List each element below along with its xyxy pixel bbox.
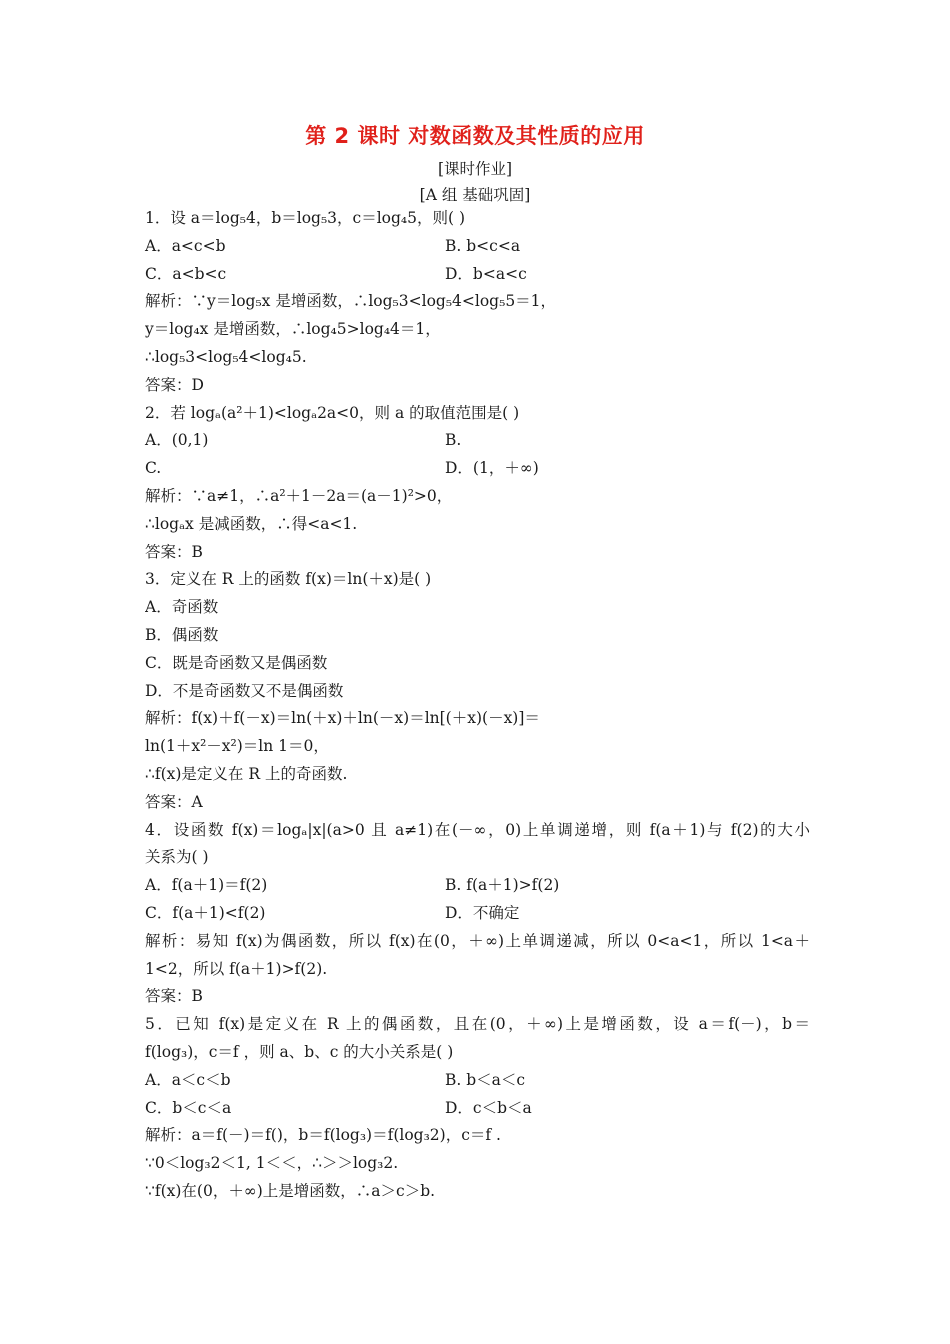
text-line: 答案：B bbox=[145, 542, 203, 561]
option-left: C．b＜c＜a bbox=[145, 1098, 232, 1117]
text-line: 答案：A bbox=[145, 792, 203, 811]
option-row bbox=[145, 900, 810, 928]
text-line: 5．已知 f(x)是定义在 R 上的偶函数，且在(0，＋∞)上是增函数，设 a＝f(－)，b＝ bbox=[145, 1015, 810, 1034]
option-row bbox=[145, 427, 810, 455]
option-left: A．a＜c＜b bbox=[145, 1070, 231, 1089]
text-line: ∴log₅3<log₅4<log₄5. bbox=[145, 347, 307, 366]
option-row bbox=[145, 872, 810, 900]
text-line: 1．设 a＝log₅4，b＝log₅3，c＝log₄5，则( ) bbox=[145, 209, 466, 227]
text-line: ln(1＋x²－x²)＝ln 1＝0， bbox=[145, 737, 329, 756]
option-right: D．c＜b＜a bbox=[445, 1098, 532, 1117]
option-right: B. f(a＋1)>f(2) bbox=[445, 876, 560, 895]
text-line: ∵f(x)在(0，＋∞)上是增函数，∴a＞c＞b. bbox=[145, 1181, 436, 1200]
text-line: 解析：易知 f(x)为偶函数，所以 f(x)在(0，＋∞)上单调递减，所以 0<a<1，所以 1<a＋ bbox=[145, 931, 810, 950]
option-left: A．f(a＋1)＝f(2) bbox=[145, 876, 268, 895]
option-row bbox=[145, 455, 810, 483]
option-row bbox=[145, 233, 810, 261]
text-line: A．奇函数 bbox=[145, 598, 219, 617]
text-line: 解析：∵y＝log₅x 是增函数，∴log₅3<log₅4<log₅5＝1， bbox=[145, 292, 557, 311]
option-right: B. b＜a＜c bbox=[445, 1070, 526, 1089]
option-left: A．a<c<b bbox=[145, 236, 226, 255]
text-line: 1<2，所以 f(a＋1)>f(2). bbox=[145, 959, 328, 978]
subtitle-group: [A 组 基础巩固] bbox=[419, 186, 531, 204]
option-right: D．(1，＋∞) bbox=[445, 459, 539, 478]
text-line: C．既是奇函数又是偶函数 bbox=[145, 653, 328, 672]
text-line: ∴f(x)是定义在 R 上的奇函数. bbox=[145, 764, 348, 783]
text-line: D．不是奇函数又不是偶函数 bbox=[145, 681, 344, 700]
option-left: C．f(a＋1)<f(2) bbox=[145, 903, 266, 922]
text-line: 解析：f(x)＋f(－x)＝ln(＋x)＋ln(－x)＝ln[(＋x)(－x)]＝ bbox=[145, 709, 540, 728]
text-line: 4．设函数 f(x)＝logₐ|x|(a>0 且 a≠1)在(－∞，0)上单调递增，则 f(a＋1)与 f(2)的大小 bbox=[145, 820, 810, 839]
text-line: 解析：∵a≠1，∴a²＋1－2a＝(a－1)²>0， bbox=[145, 486, 453, 505]
text-line: 3．定义在 R 上的函数 f(x)＝ln(＋x)是( ) bbox=[145, 570, 432, 589]
option-right: B. b<c<a bbox=[445, 236, 521, 255]
option-row bbox=[145, 1095, 810, 1123]
option-left: C. bbox=[145, 459, 162, 478]
page-title: 第 2 课时 对数函数及其性质的应用 bbox=[305, 124, 645, 148]
exercise-body bbox=[145, 205, 810, 1206]
option-right: D．b<a<c bbox=[445, 264, 527, 283]
text-line: 答案：D bbox=[145, 375, 204, 394]
option-right: B. bbox=[445, 431, 462, 450]
text-line: 答案：B bbox=[145, 987, 203, 1006]
option-left: A．(0,1) bbox=[145, 431, 209, 450]
text-line: ∵0＜log₃2＜1, 1＜＜，∴＞＞log₃2. bbox=[145, 1154, 399, 1173]
option-right: D．不确定 bbox=[445, 903, 520, 922]
text-line: 2．若 logₐ(a²＋1)<logₐ2a<0，则 a 的取值范围是( ) bbox=[145, 403, 520, 422]
subtitle-homework: [课时作业] bbox=[437, 160, 513, 178]
option-left: C．a<b<c bbox=[145, 264, 227, 283]
text-line: y＝log₄x 是增函数，∴log₄5>log₄4＝1， bbox=[145, 320, 441, 339]
text-line: 解析：a＝f(－)＝f()，b＝f(log₃)＝f(log₃2)，c＝f . bbox=[145, 1126, 501, 1145]
text-line: B．偶函数 bbox=[145, 625, 219, 644]
text-line: f(log₃)，c＝f ，则 a、b、c 的大小关系是( ) bbox=[145, 1042, 454, 1061]
option-row bbox=[145, 261, 810, 289]
text-line: 关系为( ) bbox=[145, 848, 209, 867]
text-line: ∴logₐx 是减函数，∴得<a<1. bbox=[145, 514, 358, 533]
option-row bbox=[145, 1067, 810, 1095]
